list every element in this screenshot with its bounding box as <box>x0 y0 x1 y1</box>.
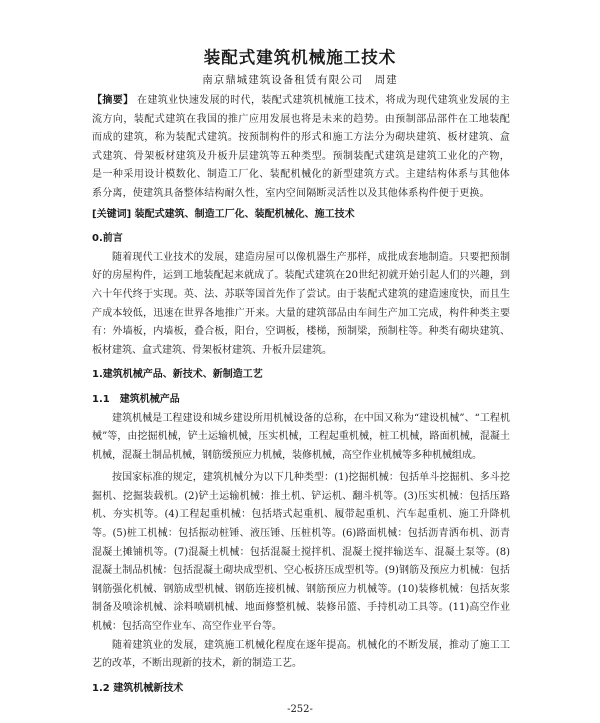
keywords-text: 装配式建筑、制造工厂化、装配机械化、施工技术 <box>134 208 355 220</box>
section-1-1-paragraph-2: 按国家标准的规定，建筑机械分为以下几种类型：(1)挖掘机械：包括单斗挖掘机、多斗挖掘机、挖掘装载机。(2)铲土运输机械：推土机、铲运机、翻斗机等。(3)压实机械：包括压路机、夯实机等。(4)工程起重机械：包括塔式起重机、履带起重机、汽车起重机、施工升降机等。(5)桩工机械：包括振动桩锤、液压锤、压桩机等。(6)路面机械：包括沥青洒布机、沥青混凝土摊铺机等。(7)混凝土机械：包括混凝土搅拌机、混凝土搅拌输送车、混凝土泵等。(8)混凝土制品机械：包括混凝土砌块成型机、空心板挤压成型机等。(9)钢筋及预应力机械：包括钢筋强化机械、钢筋成型机械、钢筋连接机械、钢筋预应力机械等。(10)装修机械：包括灰浆制备及喷涂机械、涂料喷刷机械、地面修整机械、装修吊篮、手持机动工具等。(11)高空作业机械：包括高空作业车、高空作业平台等。 <box>92 472 510 633</box>
paper-title: 装配式建筑机械施工技术 <box>203 48 397 67</box>
section-0-paragraph: 随着现代工业技术的发展，建造房屋可以像机器生产那样，成批成套地制造。只要把预制好的房屋构件，运到工地装配起来就成了。装配式建筑在20世纪初就开始引起人们的兴趣，到六十年代终于实现。英、法、苏联等国首先作了尝试。由于装配式建筑的建造速度快，而且生产成本较低，迅速在世界各地推广开来。大量的建筑部品由车间生产加工完成，构件种类主要有：外墙板，内墙板，叠合板，阳台，空调板，楼梯，预制梁，预制柱等。种类有砌块建筑、板材建筑、盒式建筑、骨架板材建筑、升板升层建筑。 <box>92 251 510 356</box>
abstract-label: 【摘要】 <box>92 95 134 106</box>
abstract-text: 在建筑业快速发展的时代，装配式建筑机械施工技术，将成为现代建筑业发展的主流方向，装配式建筑在我国的推广应用发展也将是未来的趋势。由预制部品部件在工地装配而成的建筑，称为装配式建筑。按预制构件的形式和施工方法分为砌块建筑、板材建筑、盒式建筑、骨架板材建筑及升板升层建筑等五种类型。预制装配式建筑是建筑工业化的产物，是一种采用设计模数化、制造工厂化、装配机械化的新型建筑方式。主建结构体系与其他体系分离，使建筑具备整体结构耐久性，室内空间隔断灵活性以及其他体系构件便于更换。 <box>92 95 510 199</box>
abstract <box>92 92 510 204</box>
keywords <box>92 206 510 225</box>
keywords-label: [关键词] <box>92 208 132 220</box>
section-1-1-paragraph-1: 建筑机械是工程建设和城乡建设所用机械设备的总称，在中国又称为“建设机械”、“工程机械”等，由挖掘机械，铲土运输机械，压实机械，工程起重机械，桩工机械，路面机械，混凝土机械，混凝土制品机械，钢筋缓预应力机械，装修机械，高空作业机械等多种机械组成。 <box>92 412 510 461</box>
author-affiliation: 南京鼎城建筑设备租赁有限公司 周建 <box>202 74 398 86</box>
section-1-1-heading: 1.1 建筑机械产品 <box>92 393 180 405</box>
section-1-1-paragraph-3: 随着建筑业的发展，建筑施工机械化程度在逐年提高。机械化的不断发展，推动了施工工艺的改革，不断出现新的技术，新的制造工艺。 <box>92 639 510 670</box>
paper-body <box>92 92 510 698</box>
section-1-heading: 1.建筑机械产品、新技术、新制造工艺 <box>92 369 263 381</box>
section-0-heading: 0.前言 <box>92 233 123 245</box>
section-1-2-heading: 1.2 建筑机械新技术 <box>92 682 184 694</box>
page-number: -252- <box>287 704 313 715</box>
